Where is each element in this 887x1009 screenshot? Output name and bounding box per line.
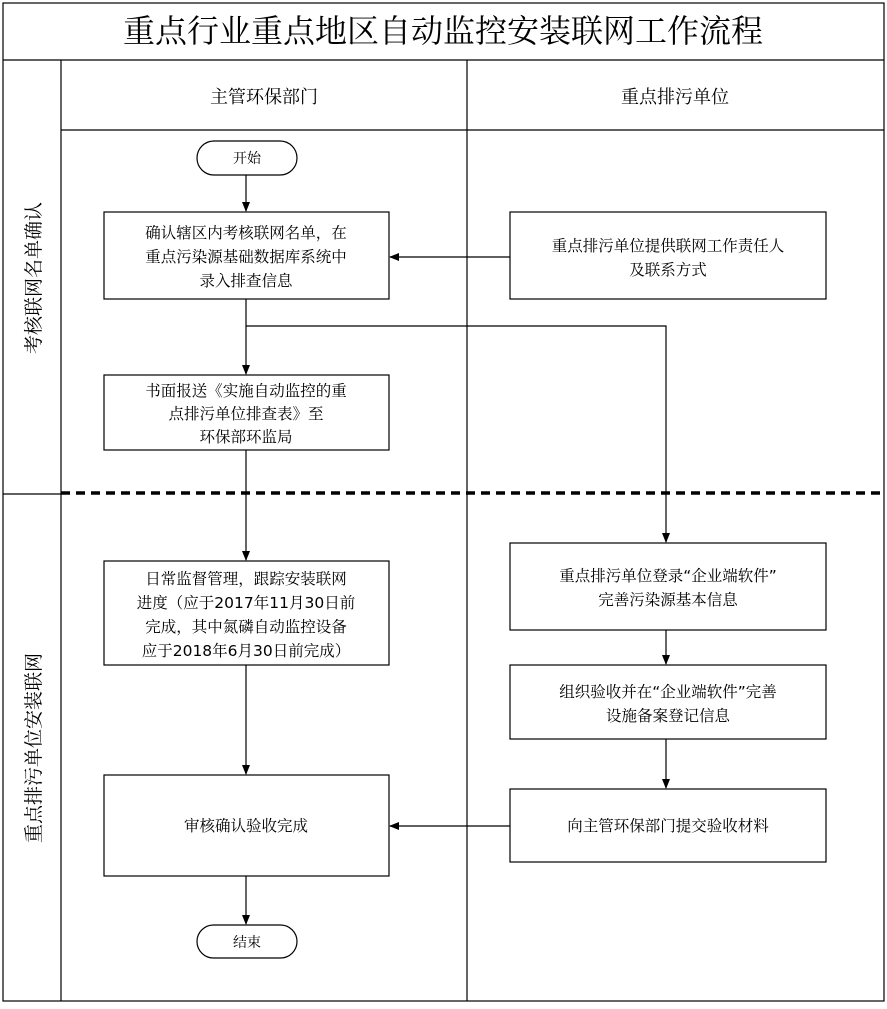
submit-materials-label: 向主管环保部门提交验收材料 (567, 817, 769, 835)
phase-label-list-confirmation: 考核联网名单确认 (23, 201, 45, 355)
review-confirm-label: 审核确认验收完成 (183, 817, 309, 835)
provide-contact-line-2: 及联系方式 (629, 261, 707, 279)
daily-supervision-line-3: 完成，其中氮磷自动监控设备 (145, 618, 347, 636)
submit-report-line-1: 书面报送《实施自动监控的重 (145, 382, 347, 400)
lane-header-right: 重点排污单位 (621, 87, 729, 108)
phase-label-installation: 重点排污单位安装联网 (23, 652, 45, 844)
lane-header-left: 主管环保部门 (210, 87, 318, 108)
login-software-line-2: 完善污染源基本信息 (598, 591, 738, 609)
confirm-list-line-2: 重点污染源基础数据库系统中 (145, 248, 347, 266)
login-software-box (510, 543, 826, 630)
submit-report-line-2: 点排污单位排查表》至 (168, 405, 324, 423)
confirm-list-line-3: 录入排查信息 (199, 272, 293, 290)
end-label: 结束 (233, 935, 261, 951)
confirm-list-line-1: 确认辖区内考核联网名单，在 (145, 224, 347, 242)
daily-supervision-line-4: 应于2018年6月30日前完成） (141, 642, 351, 660)
acceptance-line-2: 设施备案登记信息 (605, 707, 731, 725)
acceptance-line-1: 组织验收并在“企业端软件”完善 (559, 683, 777, 701)
start-label: 开始 (233, 151, 261, 167)
daily-supervision-line-2: 进度（应于2017年11月30日前 (136, 594, 356, 612)
submit-report-line-3: 环保部环监局 (199, 428, 293, 446)
daily-supervision-line-1: 日常监督管理，跟踪安装联网 (145, 570, 347, 588)
provide-contact-line-1: 重点排污单位提供联网工作责任人 (551, 237, 785, 255)
acceptance-box (510, 665, 826, 739)
login-software-line-1: 重点排污单位登录“企业端软件” (559, 567, 777, 585)
provide-contact-box (510, 212, 826, 299)
page-title: 重点行业重点地区自动监控安装联网工作流程 (122, 12, 764, 50)
